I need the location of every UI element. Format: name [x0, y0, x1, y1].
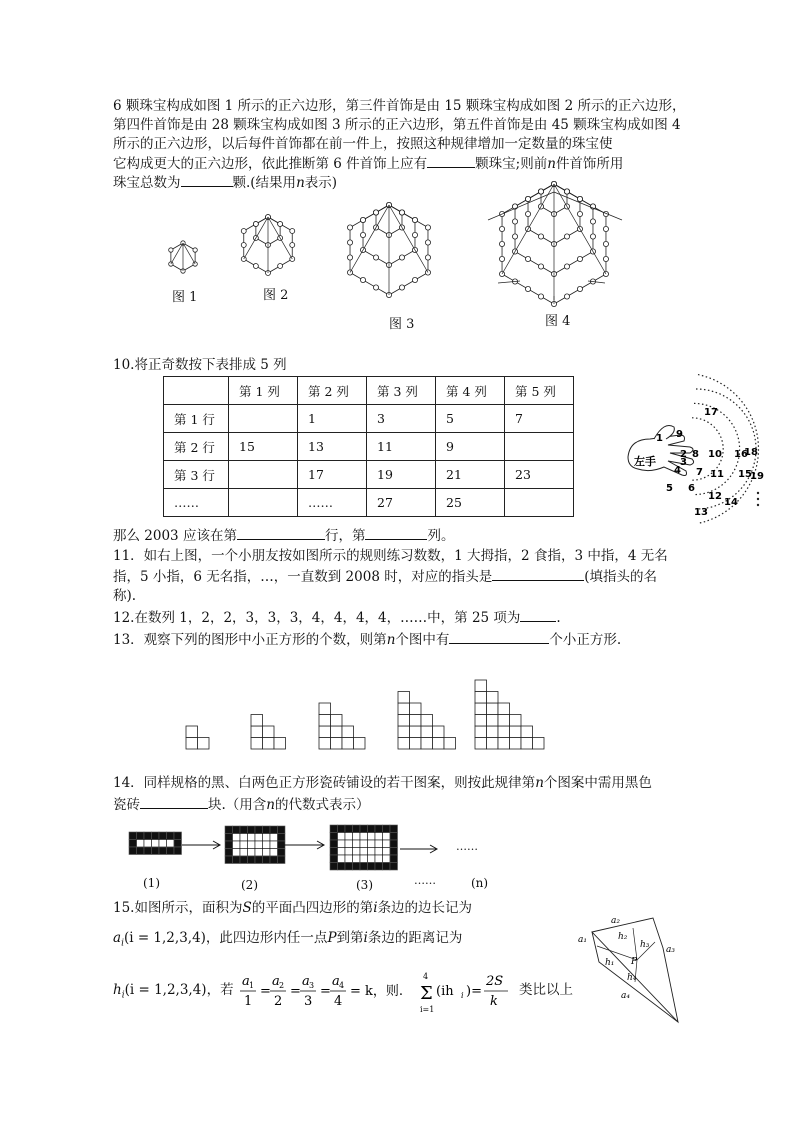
- tile: [368, 863, 376, 871]
- tile: [152, 832, 160, 840]
- table-cell: 13: [298, 433, 367, 461]
- frac-numerator: a: [302, 974, 310, 989]
- tile: [159, 847, 167, 855]
- tile: [360, 840, 368, 848]
- tile: [390, 855, 398, 863]
- hand-number: 1: [656, 433, 663, 444]
- tile: [129, 847, 137, 855]
- tile: [390, 833, 398, 841]
- hand-number: 15: [738, 469, 752, 480]
- tile: [174, 832, 182, 840]
- tile: [233, 849, 241, 857]
- p13-text: 13．观察下列的图形中小正方形的个数，则第: [113, 632, 387, 648]
- tile: [255, 849, 263, 857]
- tile: [390, 848, 398, 856]
- tile: [375, 863, 383, 871]
- hand-label: 左手: [634, 455, 656, 468]
- sigma-bottom: i=1: [420, 1005, 435, 1014]
- frac-sub: 3: [309, 981, 315, 990]
- tile: [144, 832, 152, 840]
- tile: [225, 826, 233, 834]
- p13-end: 个小正方形.: [549, 632, 622, 648]
- tile: [255, 826, 263, 834]
- p14-text4: 块.（用含: [208, 797, 267, 813]
- tile: [240, 841, 248, 849]
- tile: [144, 847, 152, 855]
- tile-dots: ……: [456, 840, 478, 853]
- var-i: i: [373, 900, 378, 916]
- p15-text4: (i = 1,2,3,4)，此四边形内任一点: [123, 930, 328, 946]
- tile: [270, 856, 278, 864]
- p15-text5: 到第: [336, 930, 364, 946]
- tile: [270, 849, 278, 857]
- tile: [383, 825, 391, 833]
- tile-pattern-3: [330, 825, 398, 870]
- tile: [167, 832, 175, 840]
- p11-line1: 11．如右上图，一个小朋友按如图所示的规则练习数数，1 大拇指，2 食指，3 中指，4 无名: [113, 548, 668, 564]
- tile: [345, 855, 353, 863]
- tile: [137, 847, 145, 855]
- p9-line2: 第四件首饰是由 28 颗珠宝构成如图 3 所示的正六边形，第五件首饰是由 45 颗珠宝构成如图 4: [113, 117, 681, 133]
- table-cell: 第 2 行: [164, 433, 229, 461]
- var-n: n: [266, 797, 275, 813]
- quadrilateral-figure: [575, 910, 705, 1030]
- p10-answer-text2: 行，第: [324, 528, 366, 544]
- tile: [368, 855, 376, 863]
- tile: [137, 832, 145, 840]
- tile: [174, 847, 182, 855]
- p15-line1: [113, 898, 472, 918]
- quad-label: h₂: [618, 932, 628, 942]
- tile: [263, 841, 271, 849]
- p11-line2-text: 指，5 小指，6 无名指，…，一直数到 2008 时，对应的指头是: [113, 569, 493, 585]
- frac-2S: 2S: [486, 974, 504, 989]
- table-cell: 19: [367, 461, 436, 489]
- tile-pattern-1: [129, 832, 182, 855]
- hand-number: 5: [666, 483, 673, 494]
- tile: [330, 840, 338, 848]
- tile: [375, 825, 383, 833]
- hand-number: 8: [692, 449, 699, 460]
- table-cell: 17: [298, 461, 367, 489]
- eq-k: = k，则.: [350, 984, 404, 999]
- tile: [129, 832, 137, 840]
- table-cell: 第 1 行: [164, 405, 229, 433]
- quad-label: P: [631, 957, 638, 967]
- var-n: n: [386, 632, 396, 648]
- table-cell: 11: [367, 433, 436, 461]
- tile: [338, 863, 346, 871]
- table-cell: 第 5 列: [505, 377, 574, 405]
- tile: [330, 855, 338, 863]
- tile: [330, 833, 338, 841]
- tile: [353, 840, 361, 848]
- frac-sub: 2: [279, 981, 285, 990]
- tile: [368, 825, 376, 833]
- frac-k: k: [490, 994, 498, 1009]
- p9-line4-text3: 件首饰所用: [555, 156, 624, 172]
- quad-label: a₄: [621, 991, 630, 1001]
- tile: [255, 834, 263, 842]
- table-cell: 第 4 列: [436, 377, 505, 405]
- var-S: S: [242, 900, 252, 916]
- p15-line2: [113, 928, 462, 954]
- tile: [345, 825, 353, 833]
- tile: [353, 833, 361, 841]
- tile: [174, 840, 182, 848]
- tile: [240, 856, 248, 864]
- quad-label: a₃: [666, 945, 675, 955]
- table-cell: 第 3 列: [367, 377, 436, 405]
- var-h: h: [113, 982, 122, 998]
- tile: [278, 856, 286, 864]
- p14-text3: 瓷砖: [113, 797, 140, 813]
- p15-text2: 的平面凸四边形的第: [251, 900, 374, 916]
- hand-number: 11: [710, 469, 724, 480]
- tile: [144, 840, 152, 848]
- var-n: n: [296, 175, 305, 191]
- p14-text5: 的代数式表示）: [275, 797, 370, 813]
- quadrilateral: [592, 918, 678, 1022]
- tile-label-dots: ……: [414, 874, 436, 887]
- tile: [240, 834, 248, 842]
- p11-line3: 称).: [113, 588, 137, 604]
- table-cell: 1: [298, 405, 367, 433]
- tile: [152, 840, 160, 848]
- p15-text7: (i = 1,2,3,4)，若: [124, 982, 234, 998]
- tile-label-3: (3): [356, 878, 373, 892]
- table-cell: 25: [436, 489, 505, 517]
- tile: [225, 834, 233, 842]
- p13-text2: 个图中有: [395, 632, 450, 648]
- frac-sub: 4: [339, 981, 345, 990]
- hand-number: 6: [688, 483, 695, 494]
- tile: [390, 863, 398, 871]
- p9-line3: 所示的正六边形，以后每件首饰都在前一件上，按照这种规律增加一定数量的珠宝使: [113, 136, 613, 152]
- p9-line4-text2: 颗珠宝;则前: [475, 156, 548, 172]
- hand-number: 10: [708, 449, 722, 460]
- quad-label: h₄: [627, 973, 637, 983]
- sum-close: )=: [466, 984, 482, 999]
- tile-label-n: (n): [471, 876, 489, 890]
- tile: [375, 833, 383, 841]
- tile: [338, 833, 346, 841]
- p15-text1: 15.如图所示，面积为: [113, 900, 243, 916]
- hand-number: 12: [708, 491, 722, 502]
- tile: [353, 825, 361, 833]
- p10-answer-text3: 列。: [427, 528, 455, 544]
- tile-pattern-2: [225, 826, 285, 864]
- tile: [270, 826, 278, 834]
- frac-denominator: 1: [244, 994, 253, 1009]
- tile: [278, 834, 286, 842]
- tile: [233, 841, 241, 849]
- hand-number: 7: [696, 467, 703, 478]
- frac-sub: 1: [249, 981, 255, 990]
- tile: [248, 834, 256, 842]
- table-cell: 9: [436, 433, 505, 461]
- tile: [225, 849, 233, 857]
- tile: [255, 841, 263, 849]
- tile: [278, 826, 286, 834]
- tile: [233, 834, 241, 842]
- table-cell: 3: [367, 405, 436, 433]
- table-cell: ……: [164, 489, 229, 517]
- equals: =: [290, 984, 301, 999]
- figure-label-1: 图 1: [172, 290, 198, 305]
- hand-number: 16: [734, 449, 748, 460]
- quad-label: a₂: [611, 916, 620, 926]
- tile: [167, 847, 175, 855]
- p9-line1: 6 颗珠宝构成如图 1 所示的正六边形，第三件首饰是由 15 颗珠宝构成如图 2 所示的正六边形，: [113, 98, 686, 114]
- tile: [375, 840, 383, 848]
- hand-number: 13: [694, 507, 708, 518]
- tile: [375, 855, 383, 863]
- tile: [353, 863, 361, 871]
- tile: [353, 848, 361, 856]
- sub-i: i: [121, 938, 124, 949]
- tile: [383, 833, 391, 841]
- tile: [360, 863, 368, 871]
- figure-label-2: 图 2: [263, 288, 289, 303]
- p14-text1: 14．同样规格的黑、白两色正方形瓷砖铺设的若干图案，则按此规律第: [113, 775, 536, 791]
- table-cell: ……: [298, 489, 367, 517]
- table-cell: 7: [505, 405, 574, 433]
- p15-text6: 条边的距离记为: [367, 930, 463, 946]
- tile: [270, 841, 278, 849]
- hand-number: 19: [750, 471, 764, 482]
- tile: [152, 847, 160, 855]
- p9-line4-text: 它构成更大的正六边形，依此推断第 6 件首饰上应有: [113, 156, 428, 172]
- equals: =: [320, 984, 331, 999]
- p15-line3: [113, 980, 234, 1006]
- sum-sub: i: [461, 991, 464, 1000]
- var-n: n: [547, 156, 556, 172]
- tile: [383, 840, 391, 848]
- hand-number: 17: [704, 407, 718, 418]
- p9-line5-text3: 表示): [304, 175, 338, 191]
- p11-line2-text2: (填指头的名: [584, 569, 657, 585]
- sub-i: i: [121, 990, 125, 1001]
- tile: [263, 849, 271, 857]
- hand-number: 2: [680, 449, 687, 460]
- p14-text2: 个图案中需用黑色: [543, 775, 652, 791]
- tile: [338, 825, 346, 833]
- tile: [345, 833, 353, 841]
- var-P: P: [327, 930, 337, 946]
- tile: [159, 832, 167, 840]
- tile: [390, 840, 398, 848]
- hand-number: 14: [724, 497, 738, 508]
- tile: [248, 849, 256, 857]
- tile: [263, 856, 271, 864]
- tile: [338, 840, 346, 848]
- tile: [167, 840, 175, 848]
- equals: =: [260, 984, 271, 999]
- tile: [270, 834, 278, 842]
- tile: [368, 840, 376, 848]
- sum-term: (ih: [436, 984, 454, 999]
- hand-number: 3: [680, 457, 687, 468]
- tile: [345, 863, 353, 871]
- p10-answer-text1: 那么 2003 应该在第: [113, 528, 237, 544]
- tile: [360, 855, 368, 863]
- frac-denominator: 3: [304, 994, 313, 1009]
- hand-number: 9: [676, 429, 683, 440]
- figure-label-3: 图 3: [389, 317, 415, 332]
- tile: [233, 856, 241, 864]
- table-cell: 第 1 列: [229, 377, 298, 405]
- frac-numerator: a: [272, 974, 280, 989]
- tile: [330, 863, 338, 871]
- tile: [345, 840, 353, 848]
- tile: [338, 855, 346, 863]
- tile-label-1: (1): [143, 876, 160, 890]
- sigma-top: 4: [423, 972, 429, 981]
- tile: [360, 833, 368, 841]
- tile: [225, 856, 233, 864]
- tile: [278, 849, 286, 857]
- quad-label: h₃: [640, 940, 650, 950]
- tile: [330, 848, 338, 856]
- tile: [375, 848, 383, 856]
- table-cell: 15: [229, 433, 298, 461]
- tile: [368, 848, 376, 856]
- tile: [248, 841, 256, 849]
- tile: [225, 841, 233, 849]
- tile: [368, 833, 376, 841]
- tile: [330, 825, 338, 833]
- frac-numerator: a: [242, 974, 250, 989]
- table-cell: 21: [436, 461, 505, 489]
- quad-label: h₁: [605, 958, 615, 968]
- tile: [240, 826, 248, 834]
- var-n: n: [535, 775, 544, 791]
- var-i: i: [363, 930, 368, 946]
- tile: [338, 848, 346, 856]
- perpendicular: [633, 928, 637, 960]
- var-a: a: [113, 930, 122, 946]
- tile: [360, 848, 368, 856]
- table-cell: 5: [436, 405, 505, 433]
- tile-label-2: (2): [241, 878, 258, 892]
- figure-label-4: 图 4: [545, 314, 571, 329]
- tile: [353, 855, 361, 863]
- tile: [390, 825, 398, 833]
- tile: [383, 848, 391, 856]
- quad-shadow: [592, 918, 678, 1022]
- hand-number: 4: [674, 465, 681, 476]
- tile: [345, 848, 353, 856]
- tile: [360, 825, 368, 833]
- tile: [263, 834, 271, 842]
- tile: [248, 856, 256, 864]
- table-cell: 27: [367, 489, 436, 517]
- tile: [233, 826, 241, 834]
- p15-end: 类比以上: [519, 982, 573, 998]
- p10-title: 10.将正奇数按下表排成 5 列: [113, 357, 287, 373]
- p15-text3: 条边的边长记为: [377, 900, 473, 916]
- p12-end: .: [556, 610, 561, 626]
- frac-denominator: 4: [334, 994, 343, 1009]
- tile: [129, 840, 137, 848]
- frac-numerator: a: [332, 974, 340, 989]
- table-cell: 第 2 列: [298, 377, 367, 405]
- table-cell: 23: [505, 461, 574, 489]
- tile: [240, 849, 248, 857]
- tile: [159, 840, 167, 848]
- p9-line5-text: 珠宝总数为: [113, 175, 181, 191]
- sigma: Σ: [420, 983, 433, 1004]
- tile: [248, 826, 256, 834]
- quad-label: a₁: [578, 935, 587, 945]
- tile: [137, 840, 145, 848]
- p12-text: 12.在数列 1，2，2，3，3，3，4，4，4，4，……中，第 25 项为: [113, 610, 521, 626]
- p9-line5-text2: 颗.(结果用: [232, 175, 297, 191]
- hand-number: 18: [744, 447, 758, 458]
- frac-denominator: 2: [274, 994, 283, 1009]
- tile: [383, 855, 391, 863]
- tile: [383, 863, 391, 871]
- tile: [263, 826, 271, 834]
- table-cell: 第 3 行: [164, 461, 229, 489]
- tile: [255, 856, 263, 864]
